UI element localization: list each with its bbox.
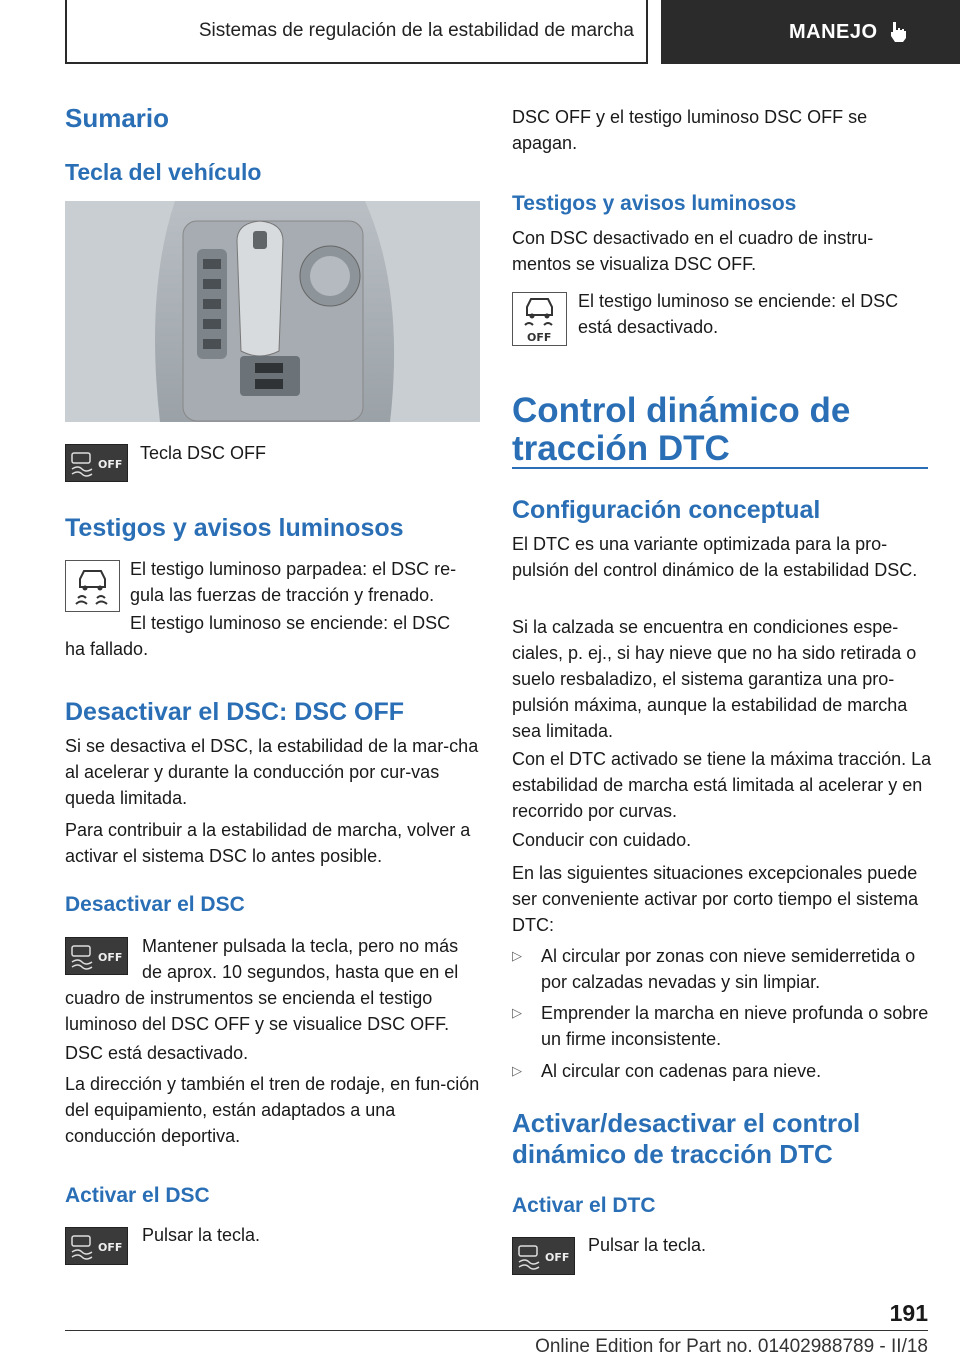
desactivar-paragraph-1: Si se desactiva el DSC, la estabilidad de la mar-cha al acelerar y durante la conducción por cur-vas queda limitada. [65, 736, 479, 808]
heading-activar-desactivar-dtc [512, 1108, 860, 1170]
bullet-triangle-icon: ▷ [512, 948, 522, 963]
heading-control-dtc-line2: tracción DTC [512, 429, 730, 468]
list-item-text: Al circular por zonas con nieve semiderretida o por calzadas nevadas y sin limpiar. [541, 946, 916, 992]
pulsar-tecla-left: Pulsar la tecla. [142, 1225, 261, 1245]
dsc-off-button-icon [65, 444, 128, 482]
dsc-warning-icon [65, 560, 120, 612]
dsc-off-button-icon-4 [512, 1237, 575, 1275]
testigo-enciende-text-a: El testigo luminoso se enciende: el DSC [130, 613, 451, 633]
icon-off-label: OFF [98, 458, 123, 471]
heading-activar-desactivar-line2: dinámico de tracción DTC [512, 1139, 833, 1169]
list-item-text: Al circular con cadenas para nieve. [541, 1061, 822, 1081]
dsc-desactivado-text: DSC está desactivado. [65, 1043, 249, 1063]
icon-off-label-2: OFF [98, 951, 123, 964]
testigo-enciende-text-b: ha fallado. [65, 639, 149, 659]
heading-testigos-right: Testigos y avisos luminosos [512, 192, 797, 215]
heading-sumario: Sumario [65, 103, 170, 133]
heading-desactivar-dsc: Desactivar el DSC [65, 893, 245, 916]
desactivar-paragraph-2: Para contribuir a la estabilidad de marcha, volver a activar el sistema DSC lo antes posible. [65, 820, 471, 866]
config-paragraph-4: Conducir con cuidado. [512, 830, 692, 850]
heading-control-dtc [512, 392, 850, 468]
dsc-off-warning-icon [512, 292, 567, 346]
heading-control-dtc-line1: Control dinámico de [512, 391, 851, 430]
tecla-caption: Tecla DSC OFF [140, 443, 267, 463]
chapter-label: MANEJO [789, 20, 878, 43]
dsc-off-apagan-text: DSC OFF y el testigo luminoso DSC OFF se apagan. [512, 107, 868, 153]
direccion-text: La dirección y también el tren de rodaje, en fun-ción del equipamiento, están adaptados a una conducción deportiva. [65, 1074, 480, 1146]
icon-off-label-4: OFF [545, 1251, 570, 1264]
config-paragraph-3: Con el DTC activado se tiene la máxima tracción. La estabilidad de marcha está limitada al acelerar y en recorrido por curvas. [512, 749, 932, 821]
car-console-photo [65, 201, 480, 422]
testigo-dsc-desactivado-text: El testigo luminoso se enciende: el DSC está desactivado. [578, 291, 899, 337]
con-dsc-text: Con DSC desactivado en el cuadro de instru-mentos se visualiza DSC OFF. [512, 228, 874, 274]
heading-testigos-left: Testigos y avisos luminosos [65, 514, 404, 542]
config-paragraph-1: El DTC es una variante optimizada para la pro-pulsión del control dinámico de la estabilidad DSC. [512, 534, 918, 580]
dsc-off-button-icon-3 [65, 1227, 128, 1265]
running-header [65, 0, 648, 64]
heading-config-conceptual: Configuración conceptual [512, 496, 821, 524]
heading-activar-desactivar-line1: Activar/desactivar el control [512, 1108, 861, 1138]
mantener-text-a: Mantener pulsada la tecla, pero no más de aprox. 10 segundos, hasta que en el [142, 936, 459, 982]
section-rule [512, 467, 928, 469]
page-number: 191 [889, 1300, 928, 1326]
heading-tecla-vehiculo: Tecla del vehículo [65, 159, 262, 185]
footer-edition: Online Edition for Part no. 01402988789 - II/18 [535, 1336, 928, 1357]
icon-off-label-3: OFF [98, 1241, 123, 1254]
heading-activar-dsc: Activar el DSC [65, 1184, 210, 1207]
hand-pointer-icon [888, 20, 910, 44]
dsc-off-button-icon-2 [65, 937, 128, 975]
config-paragraph-5: En las siguientes situaciones excepcionales puede ser conveniente activar por corto tiempo el sistema DTC: [512, 863, 919, 935]
pulsar-tecla-right: Pulsar la tecla. [588, 1235, 707, 1255]
config-paragraph-2: Si la calzada se encuentra en condiciones espe-ciales, p. ej., si hay nieve que no ha sido retirada o suelo resbaladizo, el sistema garantiza una pro-pulsión máxima, aunque la estabilidad de marcha sea limitada. [512, 617, 917, 741]
mantener-text-b: cuadro de instrumentos se encienda el testigo luminoso del DSC OFF y se visualice DSC OFF. [65, 988, 450, 1034]
heading-activar-dtc: Activar el DTC [512, 1194, 656, 1217]
testigo-parpadea-text: El testigo luminoso parpadea: el DSC re-gula las fuerzas de tracción y frenado. [130, 559, 457, 605]
heading-desactivar-dsc-off: Desactivar el DSC: DSC OFF [65, 698, 404, 726]
bullet-triangle-icon: ▷ [512, 1063, 522, 1078]
bullet-triangle-icon: ▷ [512, 1005, 522, 1020]
list-item-text: Emprender la marcha en nieve profunda o sobre un firme inconsistente. [541, 1003, 929, 1049]
chapter-tab[interactable] [661, 0, 960, 64]
warning-off-label: OFF [527, 331, 552, 344]
footer-divider [65, 1330, 928, 1331]
header-section-title: Sistemas de regulación de la estabilidad de marcha [198, 20, 634, 41]
